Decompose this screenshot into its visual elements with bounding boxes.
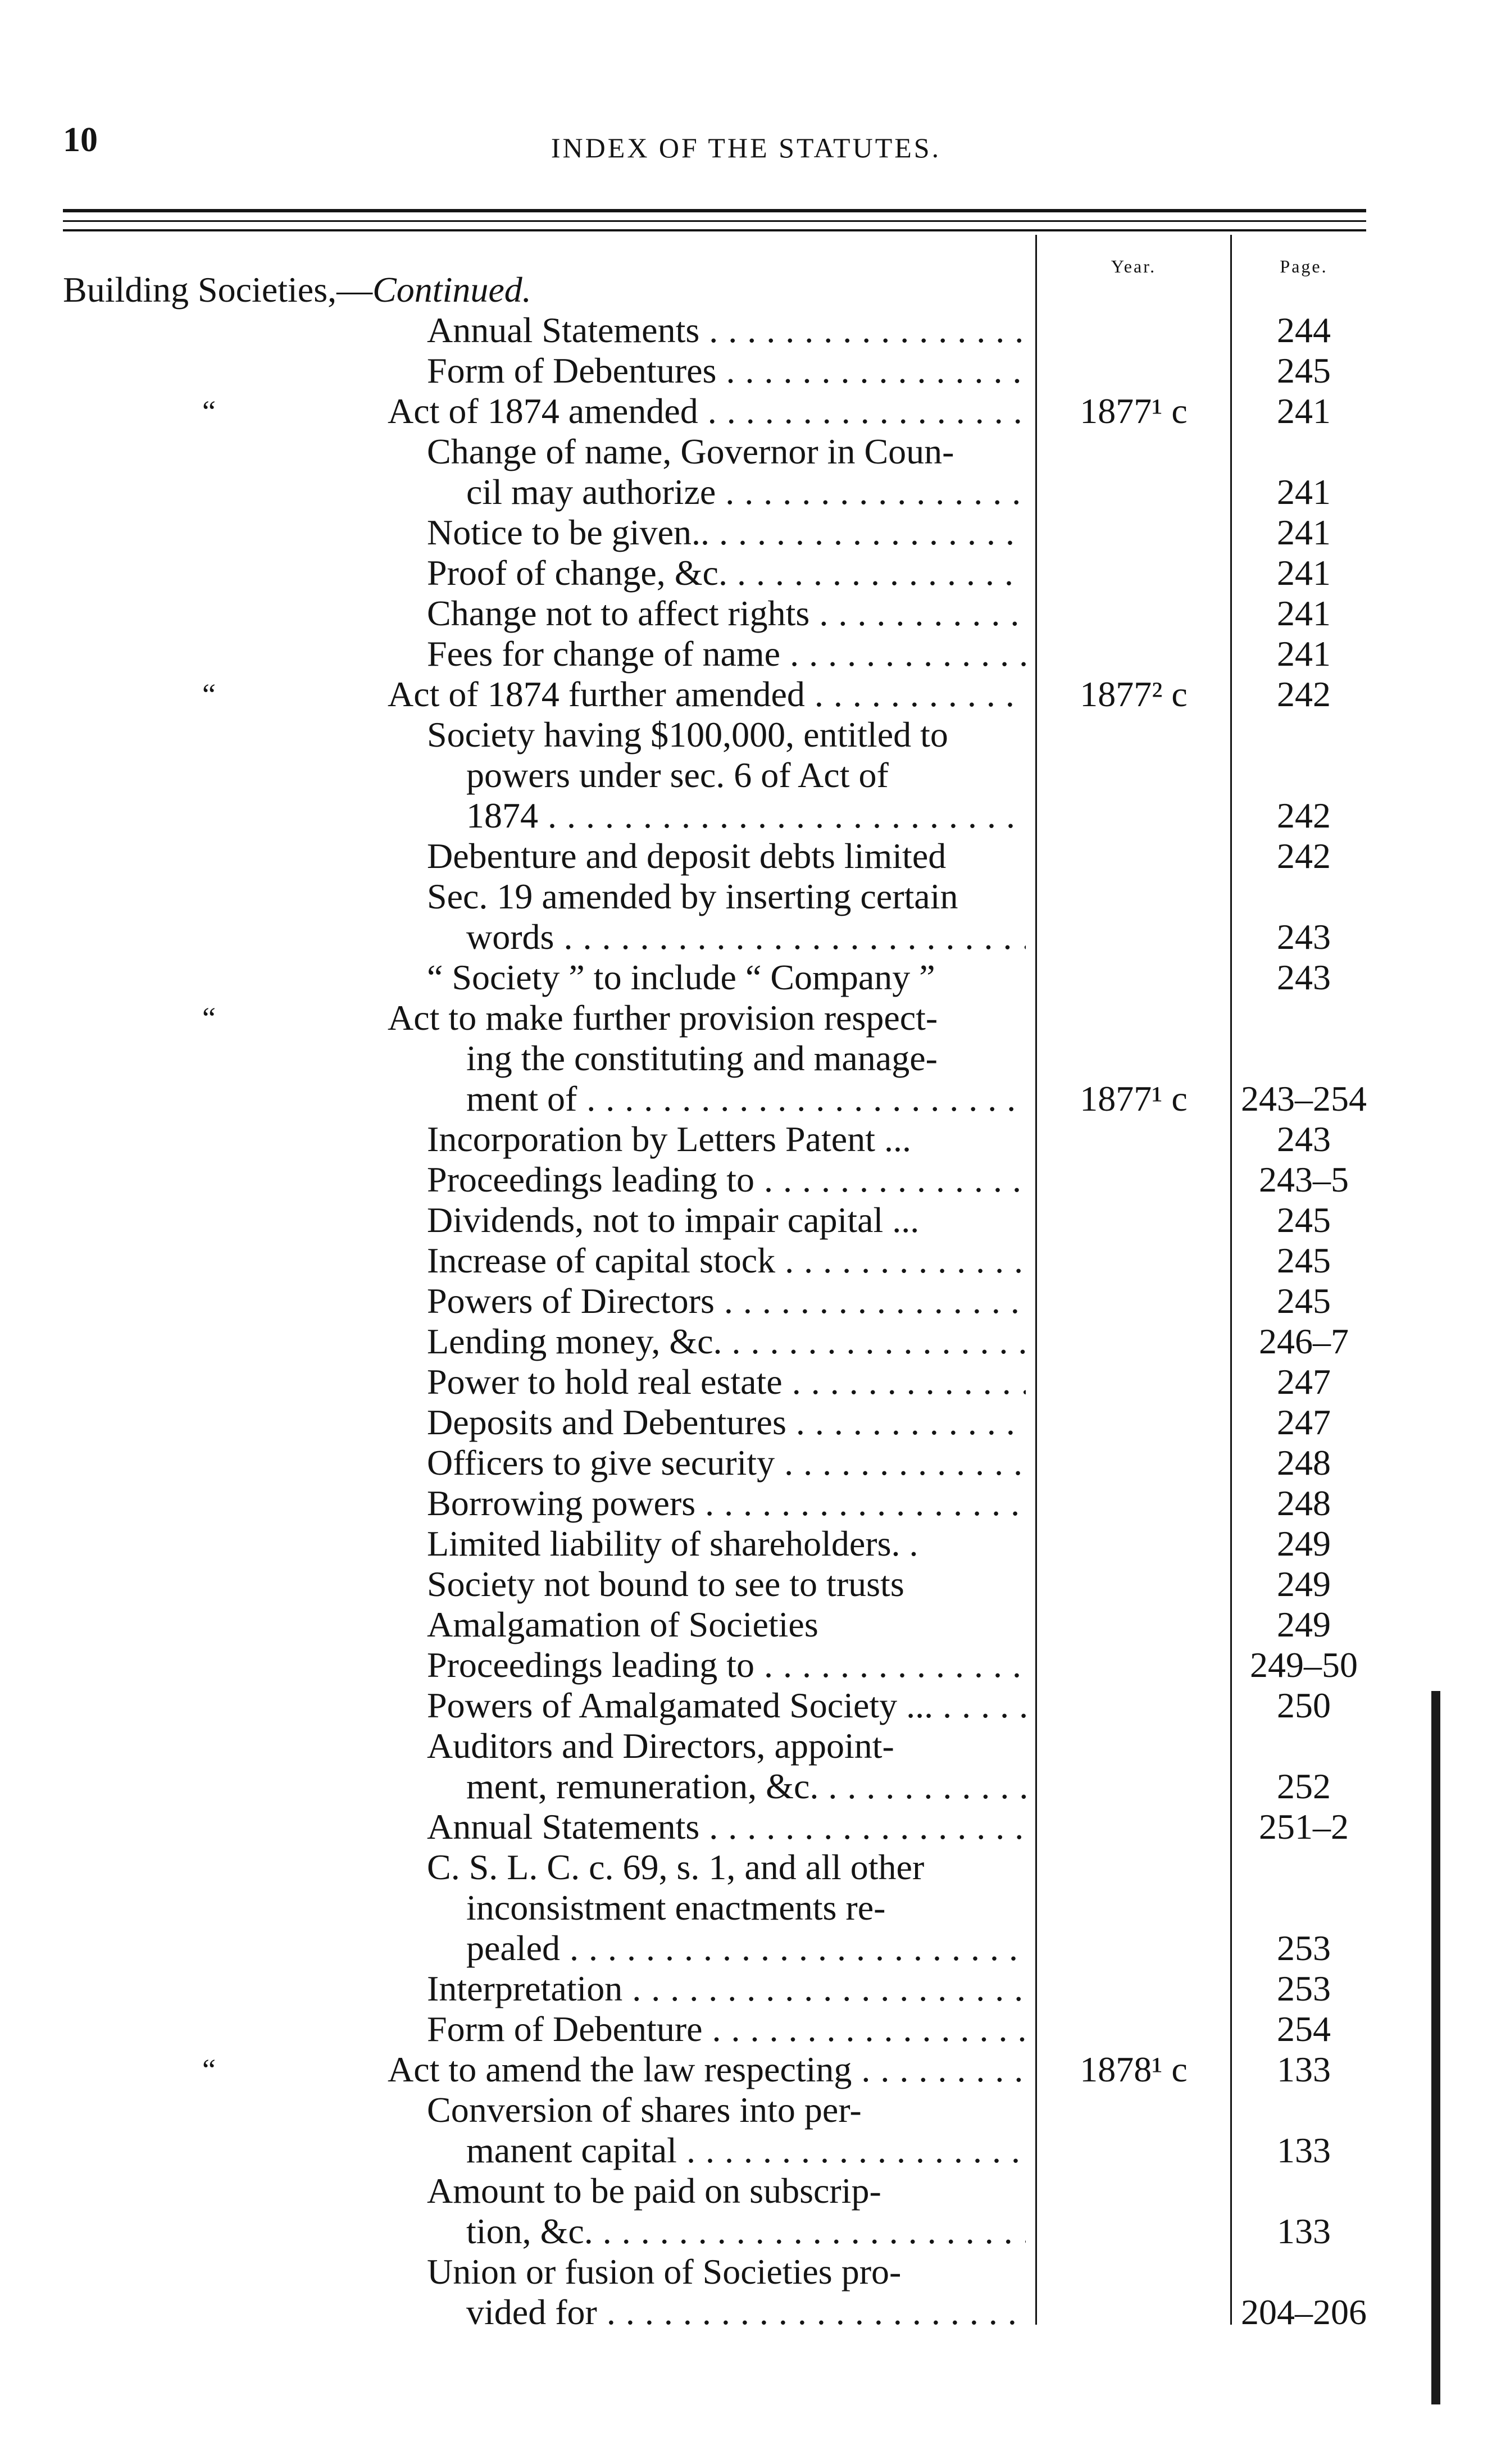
entry-text: Deposits and Debentures . . .: [427, 1402, 1026, 1443]
index-entry: [0, 431, 1492, 472]
entry-text: Union or fusion of Societies pro-: [427, 2252, 902, 2292]
entry-text: Officers to give security . . .: [427, 1443, 1026, 1483]
entry-text: ment, remuneration, &c. . . .: [466, 1766, 1026, 1807]
entry-text: Limited liability of shareholders. .: [427, 1524, 918, 1563]
index-entry: [0, 1362, 1492, 1402]
index-entry: [0, 957, 1492, 998]
index-entry: [0, 553, 1492, 593]
entry-text: words . . .: [466, 917, 1026, 957]
entry-page: 133: [1277, 2211, 1331, 2251]
index-entry: [0, 1726, 1492, 1766]
entry-page: 249: [1277, 1524, 1331, 1563]
entry-text: Proceedings leading to . . .: [427, 1645, 1026, 1685]
index-entry: [0, 1321, 1492, 1362]
entry-page: 245: [1277, 351, 1331, 390]
entry-page: 243: [1277, 917, 1331, 957]
header-rule-thick: [63, 209, 1366, 212]
index-entry: [0, 1888, 1492, 1928]
ditto-mark: “: [202, 1001, 216, 1035]
entry-page: 248: [1277, 1483, 1331, 1523]
index-entry: [0, 876, 1492, 917]
entry-list: [0, 310, 1492, 2333]
entry-text: Society not bound to see to trusts: [427, 1564, 904, 1604]
entry-text: powers under sec. 6 of Act of: [466, 755, 889, 795]
index-entry: [0, 1079, 1492, 1119]
index-entry: [0, 2009, 1492, 2049]
entry-page: 254: [1277, 2009, 1331, 2049]
entry-text: Act of 1874 amended . . .: [388, 391, 1026, 431]
index-entry: [0, 2090, 1492, 2130]
entry-page: 241: [1277, 391, 1331, 431]
entry-text: Proceedings leading to . . .: [427, 1160, 1026, 1200]
entry-page: 242: [1277, 795, 1331, 835]
index-entry: [0, 1483, 1492, 1524]
entry-page: 249–50: [1250, 1645, 1358, 1685]
entry-text: Fees for change of name . . .: [427, 634, 1026, 674]
entry-page: 242: [1277, 836, 1331, 876]
entry-text: Power to hold real estate . . .: [427, 1362, 1026, 1402]
entry-text: Powers of Amalgamated Society ... . . .: [427, 1685, 1026, 1726]
index-entry: [0, 391, 1492, 431]
entry-page: 253: [1277, 1969, 1331, 2008]
index-entry: [0, 836, 1492, 876]
entry-text: Form of Debentures . . .: [427, 351, 1026, 391]
entry-year: 1877¹ c: [1080, 1079, 1188, 1119]
index-entry: [0, 715, 1492, 755]
index-entry: [0, 351, 1492, 391]
heading-continued: Continued.: [372, 270, 531, 310]
index-entry: [0, 1038, 1492, 1079]
index-entry: [0, 1160, 1492, 1200]
entry-text: inconsistment enactments re-: [466, 1888, 886, 1927]
ditto-mark: “: [202, 394, 216, 428]
entry-text: vided for . . .: [466, 2292, 1026, 2333]
index-entry: [0, 1443, 1492, 1483]
index-entry: [0, 1645, 1492, 1685]
entry-text: manent capital . . .: [466, 2130, 1026, 2171]
entry-text: Proof of change, &c. . . .: [427, 553, 1026, 593]
entry-text: Amount to be paid on subscrip-: [427, 2171, 881, 2211]
entry-page: 241: [1277, 472, 1331, 512]
index-entry: [0, 2211, 1492, 2252]
entry-text: Change not to affect rights . . .: [427, 593, 1026, 634]
entry-text: Powers of Directors . . .: [427, 1281, 1026, 1321]
index-entry: [0, 634, 1492, 674]
column-header-page: Page.: [1280, 256, 1328, 276]
entry-page: 252: [1277, 1766, 1331, 1806]
entry-text: Change of name, Governor in Coun-: [427, 431, 954, 471]
index-entry: [0, 2049, 1492, 2090]
entry-text: ment of . . .: [466, 1079, 1026, 1119]
entry-page: 204–206: [1241, 2292, 1367, 2332]
entry-page: 248: [1277, 1443, 1331, 1483]
entry-page: 243: [1277, 1119, 1331, 1159]
entry-text: Auditors and Directors, appoint-: [427, 1726, 894, 1766]
index-entry: [0, 755, 1492, 795]
index-entry: [0, 2252, 1492, 2292]
index-entry: [0, 1524, 1492, 1564]
index-entry: [0, 917, 1492, 957]
entry-page: 244: [1277, 310, 1331, 350]
page-number: 10: [63, 121, 98, 159]
entry-text: Interpretation . . .: [427, 1969, 1026, 2009]
running-head: INDEX OF THE STATUTES.: [551, 132, 941, 163]
ditto-mark: “: [202, 678, 216, 711]
entry-page: 242: [1277, 674, 1331, 714]
entry-page: 133: [1277, 2130, 1331, 2170]
index-entry: [0, 795, 1492, 836]
entry-text: Form of Debenture . . .: [427, 2009, 1026, 2049]
entry-page: 241: [1277, 512, 1331, 552]
entry-text: Lending money, &c. . . .: [427, 1321, 1026, 1362]
index-entry: [0, 1402, 1492, 1443]
index-entries: [0, 270, 1492, 2333]
entry-text: ing the constituting and manage-: [466, 1038, 938, 1078]
index-entry: [0, 472, 1492, 512]
margin-mark: [1431, 1691, 1440, 2404]
entry-page: 241: [1277, 634, 1331, 674]
index-entry: [0, 998, 1492, 1038]
index-entry: [0, 674, 1492, 715]
entry-text: Act of 1874 further amended . . .: [388, 674, 1026, 715]
entry-page: 247: [1277, 1362, 1331, 1402]
entry-page: 251–2: [1259, 1807, 1349, 1847]
entry-text: 1874 . . .: [466, 795, 1026, 836]
entry-page: 247: [1277, 1402, 1331, 1442]
index-entry: [0, 593, 1492, 634]
entry-page: 250: [1277, 1685, 1331, 1725]
heading-title: Building Societies,—: [63, 270, 373, 310]
entry-text: Annual Statements . . .: [427, 310, 1026, 351]
index-entry: [0, 1281, 1492, 1321]
entry-text: Incorporation by Letters Patent ...: [427, 1119, 911, 1159]
entry-page: 249: [1277, 1604, 1331, 1644]
entry-text: Act to amend the law respecting . . .: [388, 2049, 1026, 2090]
entry-text: Conversion of shares into per-: [427, 2090, 862, 2130]
entry-page: 243–5: [1259, 1160, 1349, 1199]
entry-text: cil may authorize . . .: [466, 472, 1026, 512]
entry-page: 245: [1277, 1240, 1331, 1280]
entry-text: Society having $100,000, entitled to: [427, 715, 948, 754]
entry-text: Act to make further provision respect-: [388, 998, 938, 1038]
entry-page: 246–7: [1259, 1321, 1349, 1361]
entry-text: Increase of capital stock . . .: [427, 1240, 1026, 1281]
entry-text: C. S. L. C. c. 69, s. 1, and all other: [427, 1847, 925, 1887]
entry-text: pealed . . .: [466, 1928, 1026, 1969]
index-entry: [0, 2171, 1492, 2211]
index-entry: [0, 2292, 1492, 2333]
header-rule-thin: [63, 220, 1366, 222]
ditto-mark: “: [202, 2053, 216, 2086]
index-entry: [0, 1119, 1492, 1160]
entry-text: Debenture and deposit debts limited: [427, 836, 947, 876]
entry-year: 1878¹ c: [1080, 2049, 1188, 2089]
entry-page: 241: [1277, 553, 1331, 593]
entry-page: 243: [1277, 957, 1331, 997]
entry-text: Dividends, not to impair capital ...: [427, 1200, 920, 1240]
index-entry: [0, 1564, 1492, 1604]
index-entry: [0, 1807, 1492, 1847]
index-entry: [0, 1766, 1492, 1807]
entry-text: Notice to be given.. . . .: [427, 512, 1026, 553]
index-entry: [0, 310, 1492, 351]
entry-page: 245: [1277, 1200, 1331, 1240]
index-entry: [0, 2130, 1492, 2171]
entry-year: 1877² c: [1080, 674, 1188, 714]
index-entry: [0, 1847, 1492, 1888]
entry-page: 133: [1277, 2049, 1331, 2089]
entry-text: Sec. 19 amended by inserting certain: [427, 876, 958, 916]
entry-page: 249: [1277, 1564, 1331, 1604]
index-entry: [0, 1685, 1492, 1726]
entry-text: Amalgamation of Societies: [427, 1604, 818, 1644]
entry-page: 241: [1277, 593, 1331, 633]
index-entry: [0, 1928, 1492, 1969]
index-entry: [0, 1969, 1492, 2009]
entry-page: 253: [1277, 1928, 1331, 1968]
entry-year: 1877¹ c: [1080, 391, 1188, 431]
index-entry: [0, 1200, 1492, 1240]
index-entry: [0, 1604, 1492, 1645]
index-entry: [0, 1240, 1492, 1281]
index-entry: [0, 512, 1492, 553]
entry-text: Annual Statements . . .: [427, 1807, 1026, 1847]
index-heading: [0, 270, 1492, 310]
entry-text: tion, &c. . . .: [466, 2211, 1026, 2252]
entry-text: “ Society ” to include “ Company ”: [427, 957, 935, 997]
entry-page: 243–254: [1241, 1079, 1367, 1119]
header-rule-bottom: [63, 229, 1366, 231]
entry-text: Borrowing powers . . .: [427, 1483, 1026, 1524]
column-header-year: Year.: [1111, 256, 1157, 276]
entry-page: 245: [1277, 1281, 1331, 1321]
